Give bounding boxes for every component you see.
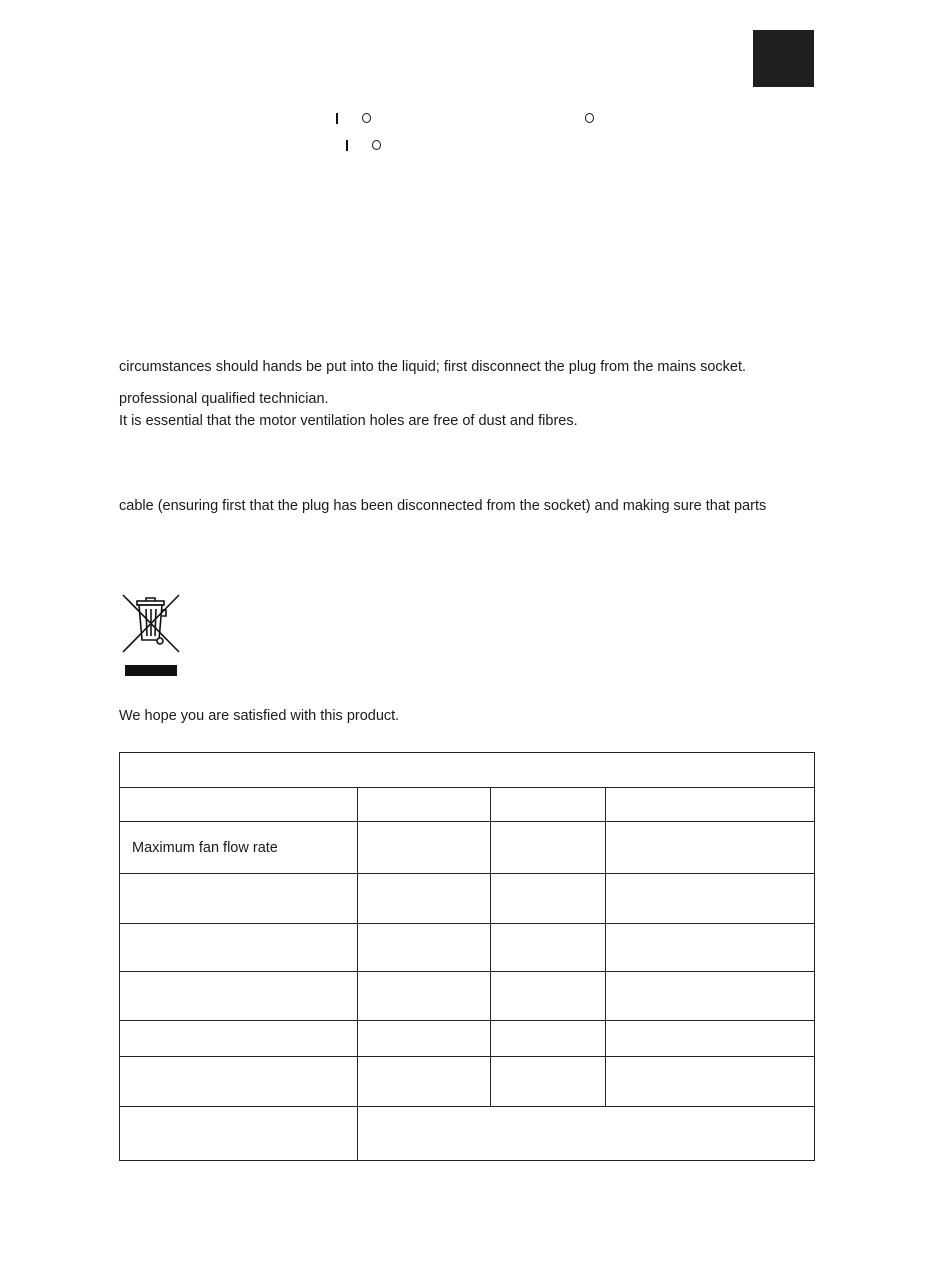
table-cell <box>606 924 815 972</box>
table-row <box>120 874 815 924</box>
off-symbol-icon <box>362 113 371 123</box>
crossed-out-wheelie-bin-icon <box>118 590 184 680</box>
table-cell <box>491 1021 606 1057</box>
table-cell: Maximum fan flow rate <box>120 822 358 874</box>
table-cell <box>606 1057 815 1107</box>
table-cell <box>491 972 606 1021</box>
table-cell <box>358 924 491 972</box>
off-symbol-icon <box>585 113 594 123</box>
table-cell <box>606 1021 815 1057</box>
paragraph-liquid-warning: circumstances should hands be put into the liquid; first disconnect the plug from the mains socket. <box>119 359 747 375</box>
table-cell <box>358 1021 491 1057</box>
table-row <box>120 1107 815 1161</box>
closing-message: We hope you are satisfied with this product. <box>119 708 400 724</box>
table-cell <box>606 788 815 822</box>
table-cell <box>120 972 358 1021</box>
table-row <box>120 924 815 972</box>
table-cell <box>120 1107 358 1161</box>
table-cell <box>606 874 815 924</box>
paragraph-ventilation: It is essential that the motor ventilation holes are free of dust and fibres. <box>119 413 578 429</box>
table-cell <box>120 788 358 822</box>
table-title-row <box>120 753 815 788</box>
on-symbol-icon <box>336 113 338 124</box>
table-row <box>120 822 815 874</box>
on-symbol-icon <box>346 140 348 151</box>
table-cell <box>491 924 606 972</box>
table-cell <box>491 822 606 874</box>
table-cell <box>358 822 491 874</box>
table-cell <box>120 924 358 972</box>
table-cell <box>606 972 815 1021</box>
table-cell <box>491 788 606 822</box>
table-row <box>120 1021 815 1057</box>
technical-specifications-table <box>119 752 815 1161</box>
table-cell <box>120 1021 358 1057</box>
table-cell <box>358 1107 815 1161</box>
language-tab-block <box>753 30 814 87</box>
off-symbol-icon <box>372 140 381 150</box>
table-cell <box>358 1057 491 1107</box>
table-cell <box>358 972 491 1021</box>
paragraph-cable: cable (ensuring first that the plug has been disconnected from the socket) and making sure that parts <box>119 498 767 514</box>
table-cell <box>358 788 491 822</box>
table-cell <box>606 822 815 874</box>
paragraph-technician: professional qualified technician. <box>119 391 329 407</box>
table-header-row <box>120 788 815 822</box>
table-row <box>120 1057 815 1107</box>
table-row <box>120 972 815 1021</box>
table-cell <box>120 874 358 924</box>
table-title-cell <box>120 753 815 788</box>
table-cell <box>358 874 491 924</box>
table-cell <box>491 874 606 924</box>
table-cell <box>120 1057 358 1107</box>
table-cell <box>491 1057 606 1107</box>
